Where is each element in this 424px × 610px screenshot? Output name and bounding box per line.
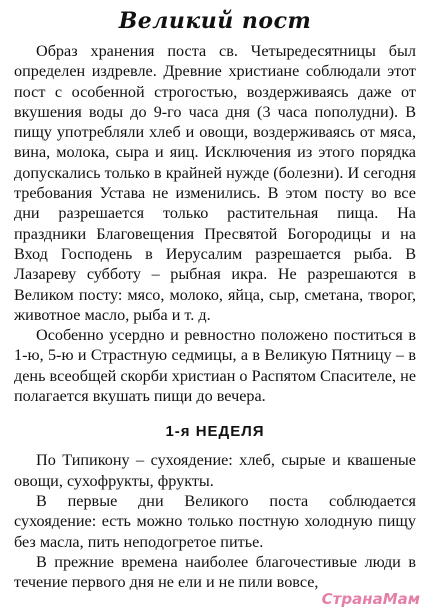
- paragraph-2: Особенно усердно и ревностно положено поститься в 1-ю, 5-ю и Страстную седмицы, а в Великую Пятницу – в день всеобщей скорби христиан о Распятом Спасителе, не полагается вкушать пищи до вечера.: [14, 326, 416, 406]
- paragraph-4: В первые дни Великого поста соблюдается сухоядение: есть можно только постную холодную пищу без масла, пить неподогретое питье.: [14, 491, 416, 551]
- paragraph-3: По Типикону – сухоядение: хлеб, сырые и квашеные овощи, сухофрукты, фрукты.: [14, 451, 416, 490]
- paragraph-1: Образ хранения поста св. Четыредесятницы был определен издревле. Древние христиане соблюдали этот пост с особенной строгостью, воздерживаясь даже от вкушения воды до 9-го часа дня (3 часа пополудни). В пищу употребляли хлеб и овощи, воздерживаясь от мяса, вина, молока, сыра и яиц. Исключения из этого порядка допускались только в крайней нужде (болезни). И сегодня требования Устава не изменились. В этом посту во все дни разрешается только растительная пища. На праздники Благовещения Пресвятой Богородицы и на Вход Господень в Иерусалим разрешается рыба. В Лазареву субботу – рыбная икра. Не разрешаются в Великом посту: мясо, молоко, яйца, сыр, сметана, творог, животное масло, рыба и т. д.: [14, 42, 416, 324]
- watermark-logo: СтранаМам: [321, 590, 420, 608]
- paragraph-5: В прежние времена наиболее благочестивые люди в течение первого дня не ели и не пили вовсе,: [14, 552, 416, 592]
- page-title: Великий пост: [118, 8, 312, 34]
- document-page: [14, 6, 416, 592]
- section-heading-week-1: 1-я НЕДЕЛЯ: [165, 423, 265, 441]
